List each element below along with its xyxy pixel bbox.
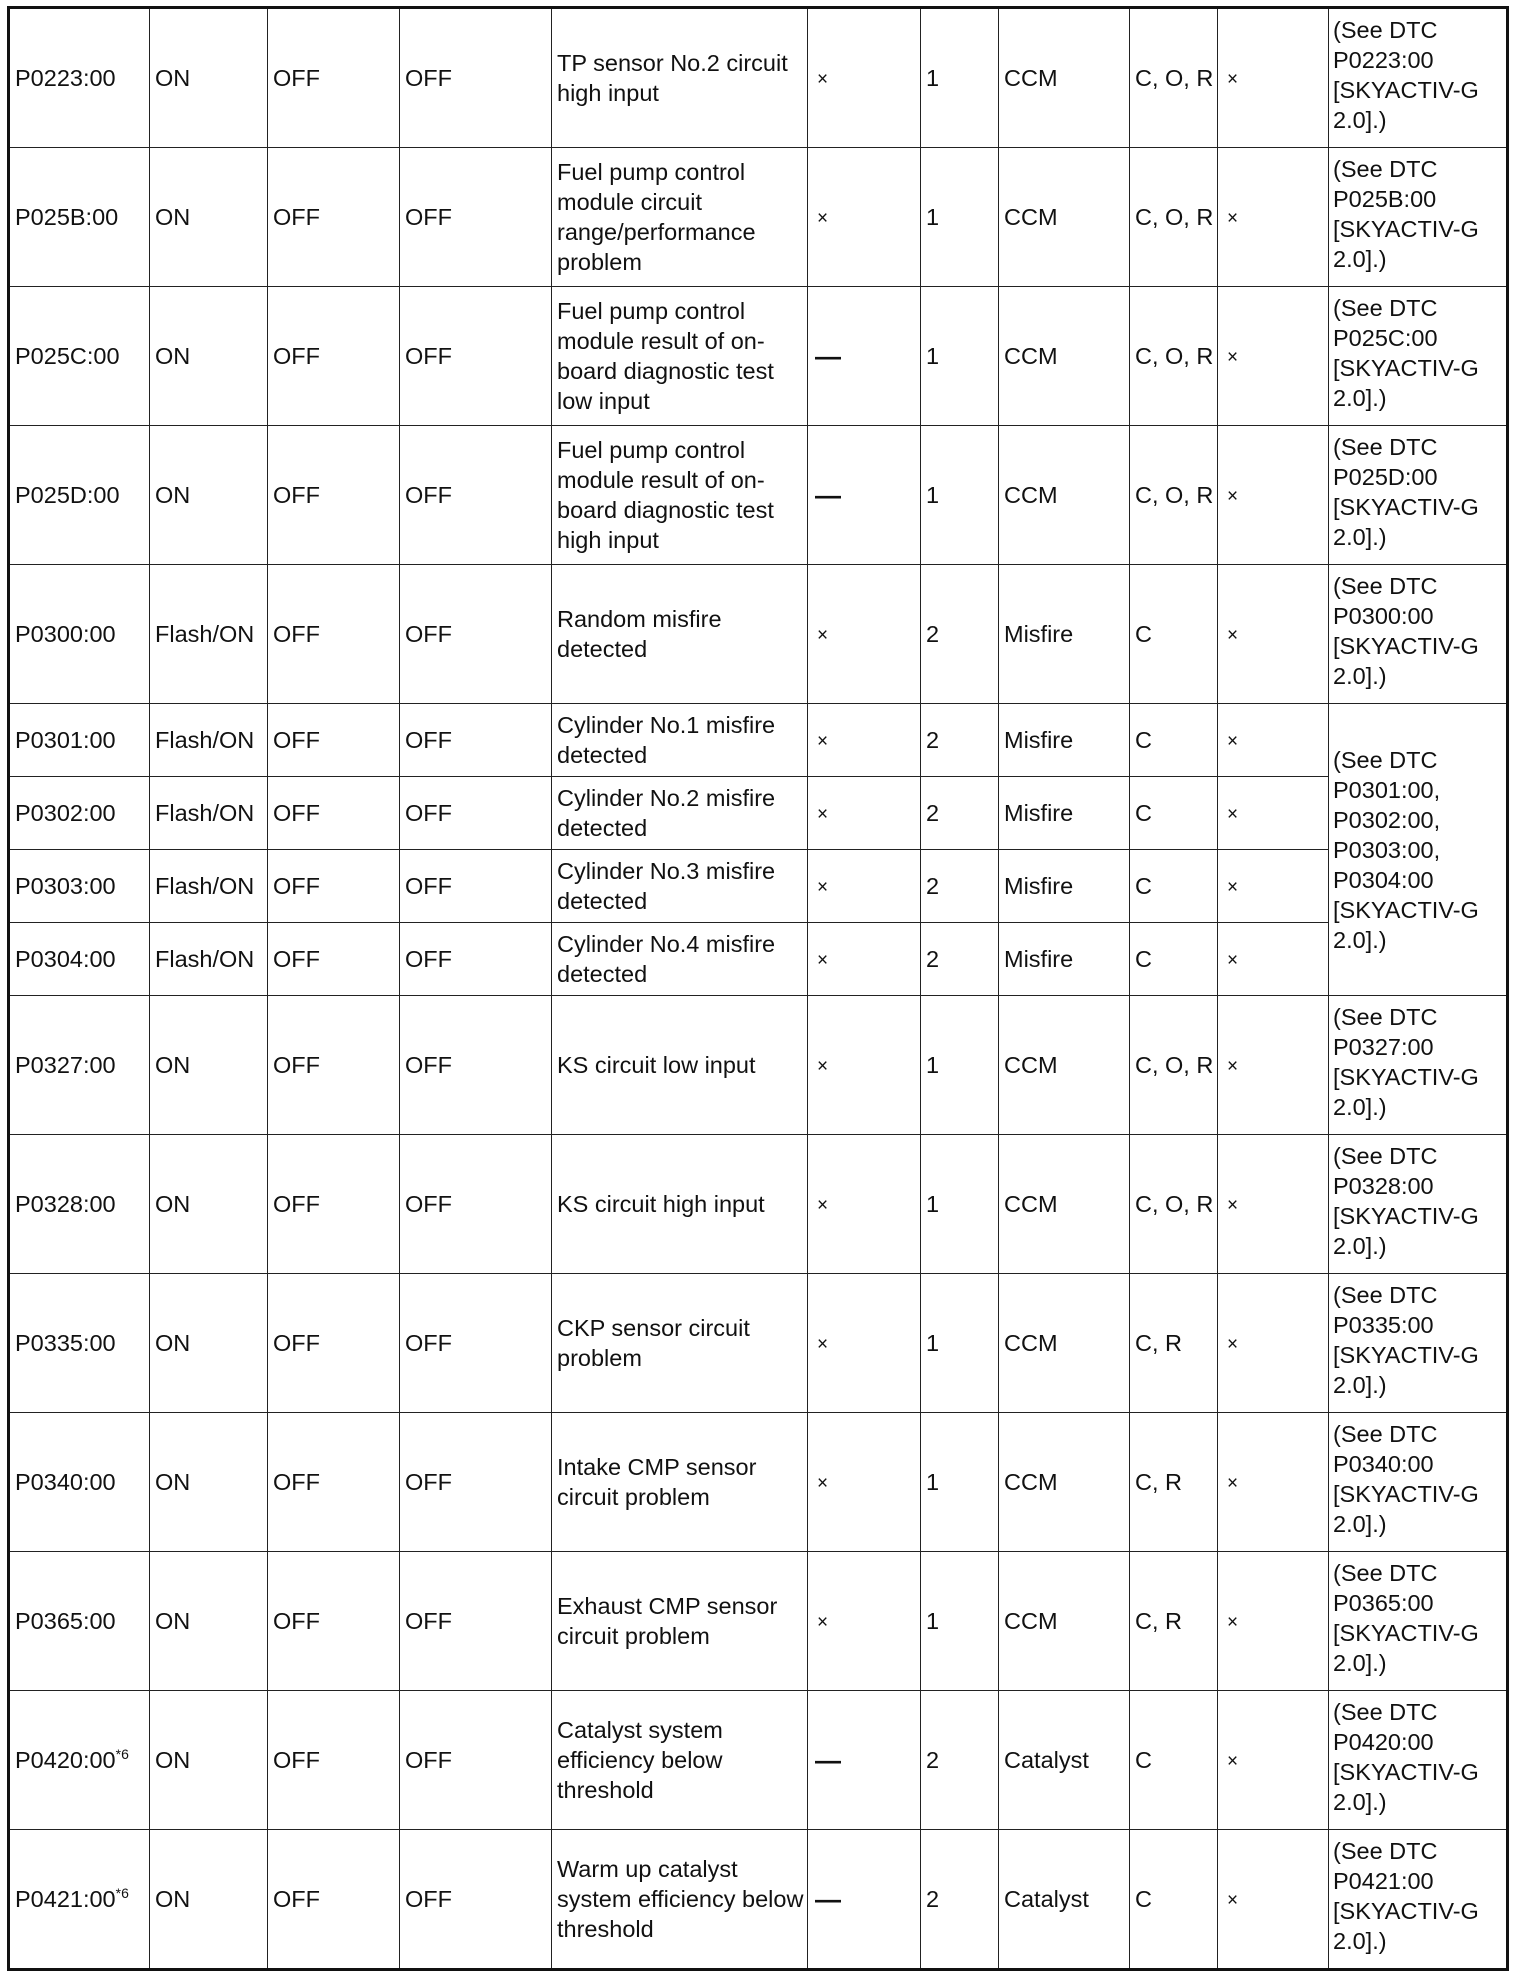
dtc-description: Fuel pump control module result of on-board diagnostic test low input xyxy=(552,287,808,426)
mil-status: Flash/ON xyxy=(150,704,268,777)
column-6-value: — xyxy=(808,1830,921,1970)
dtc-code: P025D:00 xyxy=(9,426,150,565)
dtc-description: TP sensor No.2 circuit high input xyxy=(552,8,808,148)
trip-count: 2 xyxy=(921,777,999,850)
mil-status: Flash/ON xyxy=(150,850,268,923)
table-row xyxy=(9,1552,1508,1691)
condition-codes: C xyxy=(1130,850,1218,923)
monitor-item: Misfire xyxy=(999,923,1130,996)
monitor-item: CCM xyxy=(999,1413,1130,1552)
dtc-code: P0421:00$^{*6}$ xyxy=(9,1830,150,1970)
column-6-value: × xyxy=(808,996,921,1135)
table-row xyxy=(9,1413,1508,1552)
trip-count: 1 xyxy=(921,1552,999,1691)
column-6-value: × xyxy=(808,704,921,777)
column-3-value: OFF xyxy=(268,1274,400,1413)
monitor-item: Misfire xyxy=(999,704,1130,777)
column-6-value: — xyxy=(808,1691,921,1830)
mil-status: ON xyxy=(150,1413,268,1552)
trip-count: 1 xyxy=(921,148,999,287)
column-4-value: OFF xyxy=(400,287,552,426)
column-10-value: × xyxy=(1218,565,1329,704)
reference-text: (See DTC P0420:00 [SKYACTIV-G 2.0].) xyxy=(1329,1691,1508,1830)
column-4-value: OFF xyxy=(400,1413,552,1552)
dtc-description: Catalyst system efficiency below threshold xyxy=(552,1691,808,1830)
column-4-value: OFF xyxy=(400,704,552,777)
trip-count: 2 xyxy=(921,1830,999,1970)
condition-codes: C, R xyxy=(1130,1552,1218,1691)
table-row xyxy=(9,850,1508,923)
column-3-value: OFF xyxy=(268,8,400,148)
column-3-value: OFF xyxy=(268,287,400,426)
column-10-value: × xyxy=(1218,1135,1329,1274)
dtc-code: P0300:00 xyxy=(9,565,150,704)
reference-text: (See DTC P0327:00 [SKYACTIV-G 2.0].) xyxy=(1329,996,1508,1135)
trip-count: 2 xyxy=(921,923,999,996)
column-3-value: OFF xyxy=(268,426,400,565)
dtc-code: P0302:00 xyxy=(9,777,150,850)
column-3-value: OFF xyxy=(268,850,400,923)
column-4-value: OFF xyxy=(400,1691,552,1830)
mil-status: ON xyxy=(150,426,268,565)
trip-count: 1 xyxy=(921,426,999,565)
dtc-description: Cylinder No.1 misfire detected xyxy=(552,704,808,777)
column-3-value: OFF xyxy=(268,1552,400,1691)
table-row xyxy=(9,777,1508,850)
trip-count: 1 xyxy=(921,996,999,1135)
condition-codes: C, O, R xyxy=(1130,287,1218,426)
reference-text: (See DTC P0328:00 [SKYACTIV-G 2.0].) xyxy=(1329,1135,1508,1274)
table-row xyxy=(9,565,1508,704)
column-6-value: × xyxy=(808,1274,921,1413)
column-6-value: — xyxy=(808,426,921,565)
column-10-value: × xyxy=(1218,1552,1329,1691)
column-3-value: OFF xyxy=(268,777,400,850)
table-row xyxy=(9,1135,1508,1274)
dtc-description: Cylinder No.4 misfire detected xyxy=(552,923,808,996)
condition-codes: C, R xyxy=(1130,1274,1218,1413)
dtc-code: P025B:00 xyxy=(9,148,150,287)
mil-status: ON xyxy=(150,1552,268,1691)
column-10-value: × xyxy=(1218,148,1329,287)
condition-codes: C xyxy=(1130,565,1218,704)
column-10-value: × xyxy=(1218,1830,1329,1970)
dtc-description: Warm up catalyst system efficiency below threshold xyxy=(552,1830,808,1970)
condition-codes: C xyxy=(1130,1691,1218,1830)
column-4-value: OFF xyxy=(400,426,552,565)
column-10-value: × xyxy=(1218,704,1329,777)
column-4-value: OFF xyxy=(400,1830,552,1970)
column-4-value: OFF xyxy=(400,777,552,850)
table-row xyxy=(9,426,1508,565)
mil-status: ON xyxy=(150,148,268,287)
condition-codes: C, O, R xyxy=(1130,996,1218,1135)
column-10-value: × xyxy=(1218,996,1329,1135)
reference-text: (See DTC P025B:00 [SKYACTIV-G 2.0].) xyxy=(1329,148,1508,287)
monitor-item: Misfire xyxy=(999,777,1130,850)
condition-codes: C xyxy=(1130,777,1218,850)
dtc-code: P0223:00 xyxy=(9,8,150,148)
mil-status: Flash/ON xyxy=(150,565,268,704)
dtc-description: Exhaust CMP sensor circuit problem xyxy=(552,1552,808,1691)
dtc-code: P0301:00 xyxy=(9,704,150,777)
monitor-item: Catalyst xyxy=(999,1691,1130,1830)
column-4-value: OFF xyxy=(400,1274,552,1413)
condition-codes: C xyxy=(1130,923,1218,996)
reference-text: (See DTC P0335:00 [SKYACTIV-G 2.0].) xyxy=(1329,1274,1508,1413)
column-10-value: × xyxy=(1218,287,1329,426)
dtc-code: P025C:00 xyxy=(9,287,150,426)
mil-status: Flash/ON xyxy=(150,923,268,996)
table-row xyxy=(9,1691,1508,1830)
column-10-value: × xyxy=(1218,777,1329,850)
reference-text: (See DTC P0421:00 [SKYACTIV-G 2.0].) xyxy=(1329,1830,1508,1970)
dtc-code: P0365:00 xyxy=(9,1552,150,1691)
column-3-value: OFF xyxy=(268,923,400,996)
dtc-description: KS circuit high input xyxy=(552,1135,808,1274)
trip-count: 2 xyxy=(921,850,999,923)
dtc-description: Fuel pump control module result of on-board diagnostic test high input xyxy=(552,426,808,565)
dtc-code: P0420:00$^{*6}$ xyxy=(9,1691,150,1830)
monitor-item: CCM xyxy=(999,996,1130,1135)
monitor-item: CCM xyxy=(999,1552,1130,1691)
mil-status: ON xyxy=(150,996,268,1135)
column-10-value: × xyxy=(1218,1413,1329,1552)
reference-text: (See DTC P0300:00 [SKYACTIV-G 2.0].) xyxy=(1329,565,1508,704)
table-row xyxy=(9,1830,1508,1970)
column-6-value: × xyxy=(808,923,921,996)
table-row xyxy=(9,287,1508,426)
trip-count: 2 xyxy=(921,1691,999,1830)
reference-text: (See DTC P025C:00 [SKYACTIV-G 2.0].) xyxy=(1329,287,1508,426)
dtc-description: Cylinder No.3 misfire detected xyxy=(552,850,808,923)
column-6-value: — xyxy=(808,287,921,426)
trip-count: 1 xyxy=(921,287,999,426)
condition-codes: C, O, R xyxy=(1130,148,1218,287)
monitor-item: CCM xyxy=(999,8,1130,148)
table-row xyxy=(9,1274,1508,1413)
condition-codes: C xyxy=(1130,704,1218,777)
column-3-value: OFF xyxy=(268,1135,400,1274)
column-4-value: OFF xyxy=(400,923,552,996)
column-6-value: × xyxy=(808,8,921,148)
column-10-value: × xyxy=(1218,1274,1329,1413)
column-3-value: OFF xyxy=(268,565,400,704)
column-3-value: OFF xyxy=(268,1413,400,1552)
condition-codes: C, O, R xyxy=(1130,8,1218,148)
mil-status: ON xyxy=(150,1135,268,1274)
column-3-value: OFF xyxy=(268,1830,400,1970)
dtc-code: P0328:00 xyxy=(9,1135,150,1274)
column-6-value: × xyxy=(808,1552,921,1691)
dtc-code: P0327:00 xyxy=(9,996,150,1135)
column-10-value: × xyxy=(1218,1691,1329,1830)
column-6-value: × xyxy=(808,148,921,287)
reference-text: (See DTC P0340:00 [SKYACTIV-G 2.0].) xyxy=(1329,1413,1508,1552)
column-6-value: × xyxy=(808,850,921,923)
condition-codes: C xyxy=(1130,1830,1218,1970)
column-4-value: OFF xyxy=(400,1135,552,1274)
reference-text-merged: (See DTC P0301:00, P0302:00, P0303:00, P0304:00 [SKYACTIV-G 2.0].) xyxy=(1329,704,1508,996)
column-6-value: × xyxy=(808,777,921,850)
reference-text: (See DTC P0223:00 [SKYACTIV-G 2.0].) xyxy=(1329,8,1508,148)
dtc-description: Random misfire detected xyxy=(552,565,808,704)
trip-count: 1 xyxy=(921,8,999,148)
mil-status: ON xyxy=(150,287,268,426)
column-4-value: OFF xyxy=(400,8,552,148)
trip-count: 1 xyxy=(921,1413,999,1552)
dtc-description: Cylinder No.2 misfire detected xyxy=(552,777,808,850)
table-row xyxy=(9,923,1508,996)
dtc-code: P0304:00 xyxy=(9,923,150,996)
column-3-value: OFF xyxy=(268,996,400,1135)
column-3-value: OFF xyxy=(268,148,400,287)
table-row xyxy=(9,996,1508,1135)
mil-status: ON xyxy=(150,1691,268,1830)
column-4-value: OFF xyxy=(400,996,552,1135)
column-10-value: × xyxy=(1218,8,1329,148)
dtc-description: Intake CMP sensor circuit problem xyxy=(552,1413,808,1552)
dtc-table-body xyxy=(9,8,1508,1970)
condition-codes: C, R xyxy=(1130,1413,1218,1552)
monitor-item: CCM xyxy=(999,287,1130,426)
trip-count: 1 xyxy=(921,1274,999,1413)
column-3-value: OFF xyxy=(268,1691,400,1830)
mil-status: ON xyxy=(150,1830,268,1970)
column-4-value: OFF xyxy=(400,1552,552,1691)
dtc-code: P0303:00 xyxy=(9,850,150,923)
trip-count: 2 xyxy=(921,565,999,704)
column-4-value: OFF xyxy=(400,565,552,704)
dtc-code: P0335:00 xyxy=(9,1274,150,1413)
table-row xyxy=(9,8,1508,148)
condition-codes: C, O, R xyxy=(1130,1135,1218,1274)
table-row xyxy=(9,148,1508,287)
column-4-value: OFF xyxy=(400,850,552,923)
column-6-value: × xyxy=(808,1135,921,1274)
column-3-value: OFF xyxy=(268,704,400,777)
monitor-item: Catalyst xyxy=(999,1830,1130,1970)
dtc-code: P0340:00 xyxy=(9,1413,150,1552)
monitor-item: CCM xyxy=(999,1135,1130,1274)
reference-text: (See DTC P0365:00 [SKYACTIV-G 2.0].) xyxy=(1329,1552,1508,1691)
mil-status: ON xyxy=(150,1274,268,1413)
reference-text: (See DTC P025D:00 [SKYACTIV-G 2.0].) xyxy=(1329,426,1508,565)
monitor-item: CCM xyxy=(999,426,1130,565)
monitor-item: Misfire xyxy=(999,565,1130,704)
dtc-table xyxy=(7,6,1509,1971)
dtc-description: CKP sensor circuit problem xyxy=(552,1274,808,1413)
monitor-item: CCM xyxy=(999,1274,1130,1413)
dtc-description: KS circuit low input xyxy=(552,996,808,1135)
monitor-item: Misfire xyxy=(999,850,1130,923)
column-10-value: × xyxy=(1218,850,1329,923)
monitor-item: CCM xyxy=(999,148,1130,287)
column-10-value: × xyxy=(1218,426,1329,565)
column-6-value: × xyxy=(808,1413,921,1552)
trip-count: 1 xyxy=(921,1135,999,1274)
mil-status: Flash/ON xyxy=(150,777,268,850)
dtc-description: Fuel pump control module circuit range/performance problem xyxy=(552,148,808,287)
condition-codes: C, O, R xyxy=(1130,426,1218,565)
mil-status: ON xyxy=(150,8,268,148)
table-row xyxy=(9,704,1508,777)
trip-count: 2 xyxy=(921,704,999,777)
column-4-value: OFF xyxy=(400,148,552,287)
column-10-value: × xyxy=(1218,923,1329,996)
column-6-value: × xyxy=(808,565,921,704)
